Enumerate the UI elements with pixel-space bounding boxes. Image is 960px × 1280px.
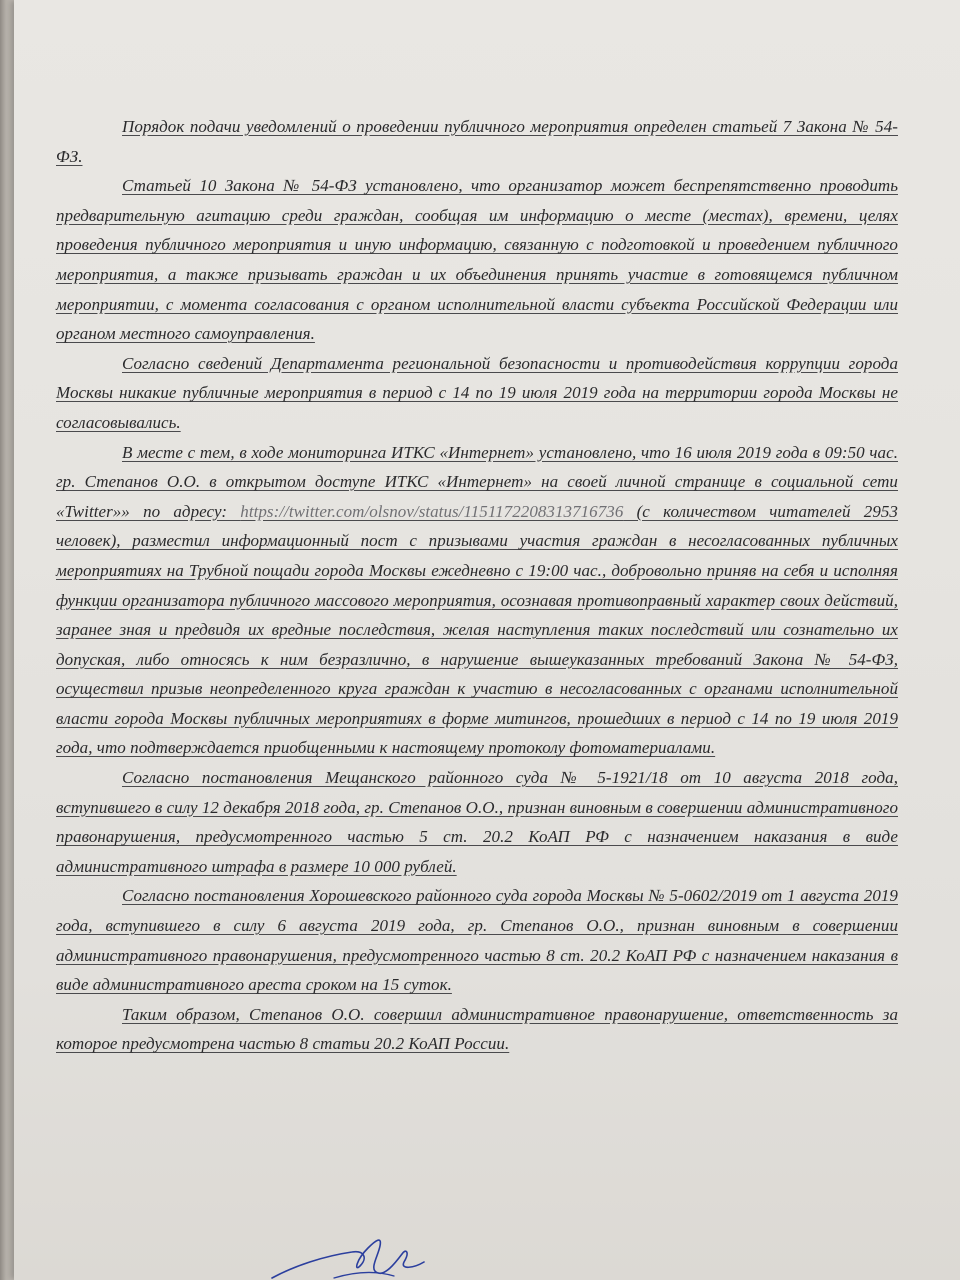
- paragraph-conclusion: Таким образом, Степанов О.О. совершил административное правонарушение, ответственность за которое предусмотрена частью 8 статьи 20.2 КоАП России.: [56, 1004, 898, 1054]
- document-page: [14, 0, 960, 1280]
- monitoring-text-start: В месте с тем, в ходе мониторинга ИТКС «Интернет» установлено, что 16 июля 2019 года в 09:50 час. гр. Степанов О.О. в открытом доступе ИТКС «Интернет» на своей личной странице в социальной сети «Twitter»» по адресу:: [56, 442, 898, 521]
- twitter-status-url: https://twitter.com/olsnov/status/1151172208313716736: [240, 501, 624, 521]
- paragraph-monitoring: [56, 438, 898, 764]
- document-body: [56, 112, 898, 1059]
- paragraph-department-info: Согласно сведений Департамента региональной безопасности и противодействия коррупции города Москвы никакие публичные мероприятия в период с 14 по 19 июля 2019 года на территории города Москвы не согласовывались.: [56, 353, 898, 432]
- monitoring-text-end: (с количеством читателей 2953 человек), разместил информационный пост с призывами участия граждан в несогласованных публичных мероприятиях на Трубной пощади города Москвы ежедневно с 19:00 час., добровольно приняв на себя и исполняя функции организатора публичного массового мероприятия, осознавая противоправный характер своих действий, заранее зная и предвидя их вредные последствия, желая наступления таких последствий или сознательно их допуская, либо относясь к ним безразлично, в нарушение вышеуказанных требований Закона № 54-ФЗ, осуществил призыв неопределенного круга граждан к участию в несогласованных с органами исполнительной власти города Москвы публичных мероприятиях в форме митингов, прошедших в период с 14 по 19 июля 2019 года, что подтверждается приобщенными к настоящему протоколу фотоматериалами.: [56, 501, 898, 758]
- paragraph-khoroshevsky-court: Согласно постановления Хорошевского районного суда города Москвы № 5-0602/2019 от 1 августа 2019 года, вступившего в силу 6 августа 2019 года, гр. Степанов О.О., признан виновным в совершении административного правонарушения, предусмотренного частью 8 ст. 20.2 КоАП РФ с назначением наказания в виде административного ареста сроком на 15 суток.: [56, 886, 898, 995]
- paragraph-procedure: Порядок подачи уведомлений о проведении публичного мероприятия определен статьей 7 Закона № 54-ФЗ.: [56, 117, 898, 166]
- signature: [264, 1232, 464, 1280]
- paragraph-meshchansky-court: Согласно постановления Мещанского районного суда № 5-1921/18 от 10 августа 2018 года, вступившего в силу 12 декабря 2018 года, гр. Степанов О.О., признан виновным в совершении административного правонарушения, предусмотренного частью 5 ст. 20.2 КоАП РФ с назначением наказания в виде административного штрафа в размере 10 000 рублей.: [56, 768, 898, 876]
- paragraph-article-10: Статьей 10 Закона № 54-ФЗ установлено, что организатор может беспрепятственно проводить предварительную агитацию среди граждан, сообщая им информацию о месте (местах), времени, целях проведения публичного мероприятия и иную информацию, связанную с подготовкой и проведением публичного мероприятия, а также призывать граждан и их объединения принять участие в готовящемся публичном мероприятии, с момента согласования с органом исполнительной власти субъекта Российской Федерации или органом местного самоуправления.: [56, 176, 898, 344]
